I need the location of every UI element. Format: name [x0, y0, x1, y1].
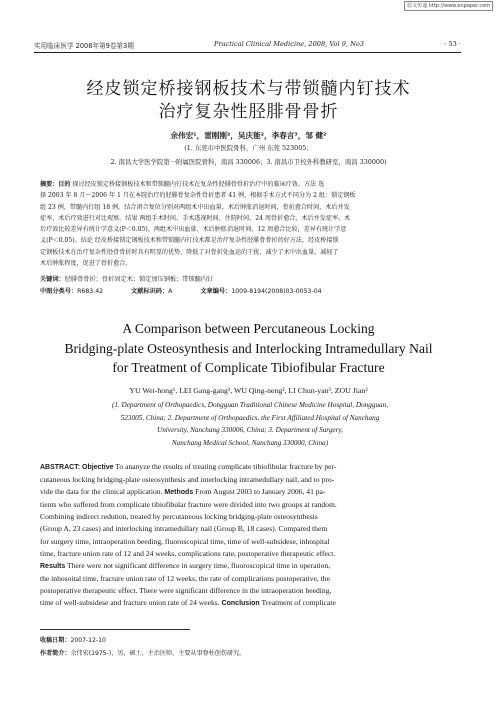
abstract-cn-line: 定钢板技术在治疗复杂性胫骨骨折时具有明显的优势，降低了对骨折处血运的干扰、减少了术中出血量，减轻了: [40, 248, 339, 256]
received-value: 2007-12-10: [70, 637, 106, 644]
affiliation-en-line: University, Nanchang 330006, China; 3. Department of Surgery,: [157, 426, 343, 434]
affiliation-en-line: (1. Department of Orthopaedics, Dongguan Traditional Chinese Medicine Hospital, Dongguan,: [111, 401, 389, 409]
doc-code-value: A: [168, 288, 173, 295]
footnote-divider: [40, 629, 190, 630]
abstract-en-line: There were not significant difference in surgery time, fluoroscopical time in operation,: [67, 560, 331, 570]
abstract-en-label: ABSTRACT: Objective: [40, 464, 114, 471]
affiliation-en: [40, 399, 460, 449]
abstract-en-line: (Group A, 23 cases) and interlocking intramedullary nail (Group B, 18 cases). Compared them: [40, 524, 328, 534]
abstract-en: [40, 461, 460, 610]
abstract-en-line: postoperative therapeutic effect. There were significant difference in the intraoperation beeding,: [40, 585, 332, 595]
abstract-en-line: To ananyze the results of treating complicate tibiofibular fracture by per-: [115, 462, 337, 471]
results-label: Results: [40, 562, 66, 570]
title-en-line-3: for Treatment of Complicate Tibiofibular Fracture: [112, 360, 385, 375]
article-no-value: 1009-8194(2008)03-0053-04: [231, 288, 322, 295]
abstract-en-line: the inhosoital time, fracture union rate of 12 weeks, the rate of complications postoperative, the: [40, 573, 330, 583]
abstract-en-line: Treatment of complicate: [261, 598, 336, 608]
conclusion-label: Conclusion: [221, 600, 260, 608]
affiliation-cn-1: (1. 东莞市中医院骨科，广州 东莞 523005；: [184, 144, 313, 152]
journal-name-cn: 实用临床医学 2008年第9卷第3期: [34, 42, 134, 50]
affiliation-cn-2: 2. 南昌大学医学院第一附属医院骨科，南昌 330006；3. 南昌市卫校外科教研室，南昌 330000): [110, 158, 387, 166]
title-cn-line-1: 经皮锁定桥接钢板技术与带锁髓内钉技术: [86, 79, 411, 99]
received-date: [40, 635, 106, 644]
clc-value: R683.42: [77, 288, 104, 295]
abstract-cn: [40, 179, 460, 269]
abstract-en-line: for surgery time, intraoperation beeding, fluoroscopical time, time of well-subsidese, inhospital: [40, 536, 330, 546]
title-en-line-1: A Comparison between Percutaneous Locking: [122, 321, 375, 336]
abstract-en-line: tients who suffered from complicate tibiofibular fracture were divided into two groups at random.: [40, 500, 337, 510]
abstract-cn-label: 摘要：目的: [40, 181, 71, 188]
affiliation-en-line: 523005, China; 2. Department of Orthopaedics, the First Affiliated Hospital of Nanchang: [120, 413, 380, 422]
journal-header: [34, 40, 461, 53]
abstract-cn-line: 探讨经皮锁定桥接钢板技术和带锁髓内钉技术在复杂性胫腓骨骨折治疗中的临床疗效。方法 选: [72, 181, 325, 188]
abstract-en-line: From August 2003 to January 2006, 41 pa-: [195, 487, 326, 497]
abstract-cn-line: 择 2003 年 8 月～2006 年 1 月在本院治疗的胫腓骨复杂性骨折患者 41 例，根据手术方式不同分为 2 组：锁定钢板: [40, 192, 356, 200]
article-no-label: 文章编号：: [200, 288, 232, 295]
abstract-cn-line: 后疗效比较差异有统计学意义(P＜0.05)。两组术中出血量、术后肿胀消退时间、12 周愈合比较，差异有统计学意: [40, 226, 347, 234]
keywords-label: 关键词：: [40, 276, 65, 283]
keywords-cn: [40, 274, 460, 283]
abstract-cn-line: 义(P＜0.05)。结论 经皮桥接锁定钢板技术和带锁髓内钉技术都是治疗复杂性胫腓骨骨折的好方法，经皮桥接锁: [40, 237, 339, 245]
clc-label: 中图分类号：: [40, 288, 78, 295]
author-bio-label: 作者简介：: [40, 650, 71, 657]
abstract-en-line: time, fracture union rate of 12 and 24 weeks, complications rate, postoperative therapeutic effect.: [40, 548, 336, 558]
abstract-cn-line: 组 23 例，带髓内钉组 18 例。结合闭合复位分别对两组术中出血量、术后肿胀消退时间、骨折愈合时间、术后并发: [40, 203, 350, 211]
authors-en: YU Wei-hong¹, LEI Gang-gang², WU Qing-neng², LI Chun-yan³, ZOU Jian²: [129, 386, 368, 395]
abstract-cn-line: 症率、术后疗效进行对比观察。结果 两组手术时间、手术透视时间、住院时间、24 周骨折愈合、术后并发症率、术: [40, 214, 351, 222]
abstract-en-line: Combining indirect redution, treated by percutaneous locking bridging-plate osteosynthesis: [40, 512, 318, 522]
source-stamp: 原文传递 http://www.enpaper.com: [404, 1, 493, 11]
abstract-en-line: cutaneous locking bridging-plate osteosynthesis and interlocking intramedullary nail, and to pro-: [40, 475, 335, 485]
methods-label: Methods: [164, 489, 194, 497]
affiliation-en-line: Nanchang Medical School, Nanchang 330000, China): [171, 438, 329, 447]
journal-name-en: Practical Clinical Medicine, 2008, Vol 9, No3: [214, 40, 365, 48]
authors-cn: 余伟宏¹，雷刚刚²，吴庆能²，李春言³，邹 健²: [170, 131, 327, 140]
author-bio-value: 余伟宏(1975-)，男，硕士，主治医师，主要从事脊柱创伤研究。: [70, 650, 246, 657]
title-en-line-2: Bridging-plate Osteosynthesis and Interlocking Intramedullary Nail: [64, 341, 433, 356]
abstract-en-line: vide the data for the clinical application.: [40, 487, 163, 497]
classification-row: [40, 286, 460, 295]
author-bio: [40, 648, 245, 657]
title-cn-line-2: 治疗复杂性胫腓骨骨折: [158, 102, 339, 122]
keywords-value: 胫腓骨骨折；骨折固定术；锁定加压钢板；带锁髓内钉: [64, 276, 214, 283]
page-number: · 53 ·: [444, 40, 461, 48]
abstract-en-line: time of well-subsidese and fracture union rate of 24 weeks.: [40, 598, 220, 608]
received-label: 收稿日期：: [40, 637, 71, 644]
doc-code-label: 文献标识码：: [131, 288, 169, 295]
abstract-cn-line: 术后肿胀程度，促进了骨折愈合。: [40, 260, 132, 268]
